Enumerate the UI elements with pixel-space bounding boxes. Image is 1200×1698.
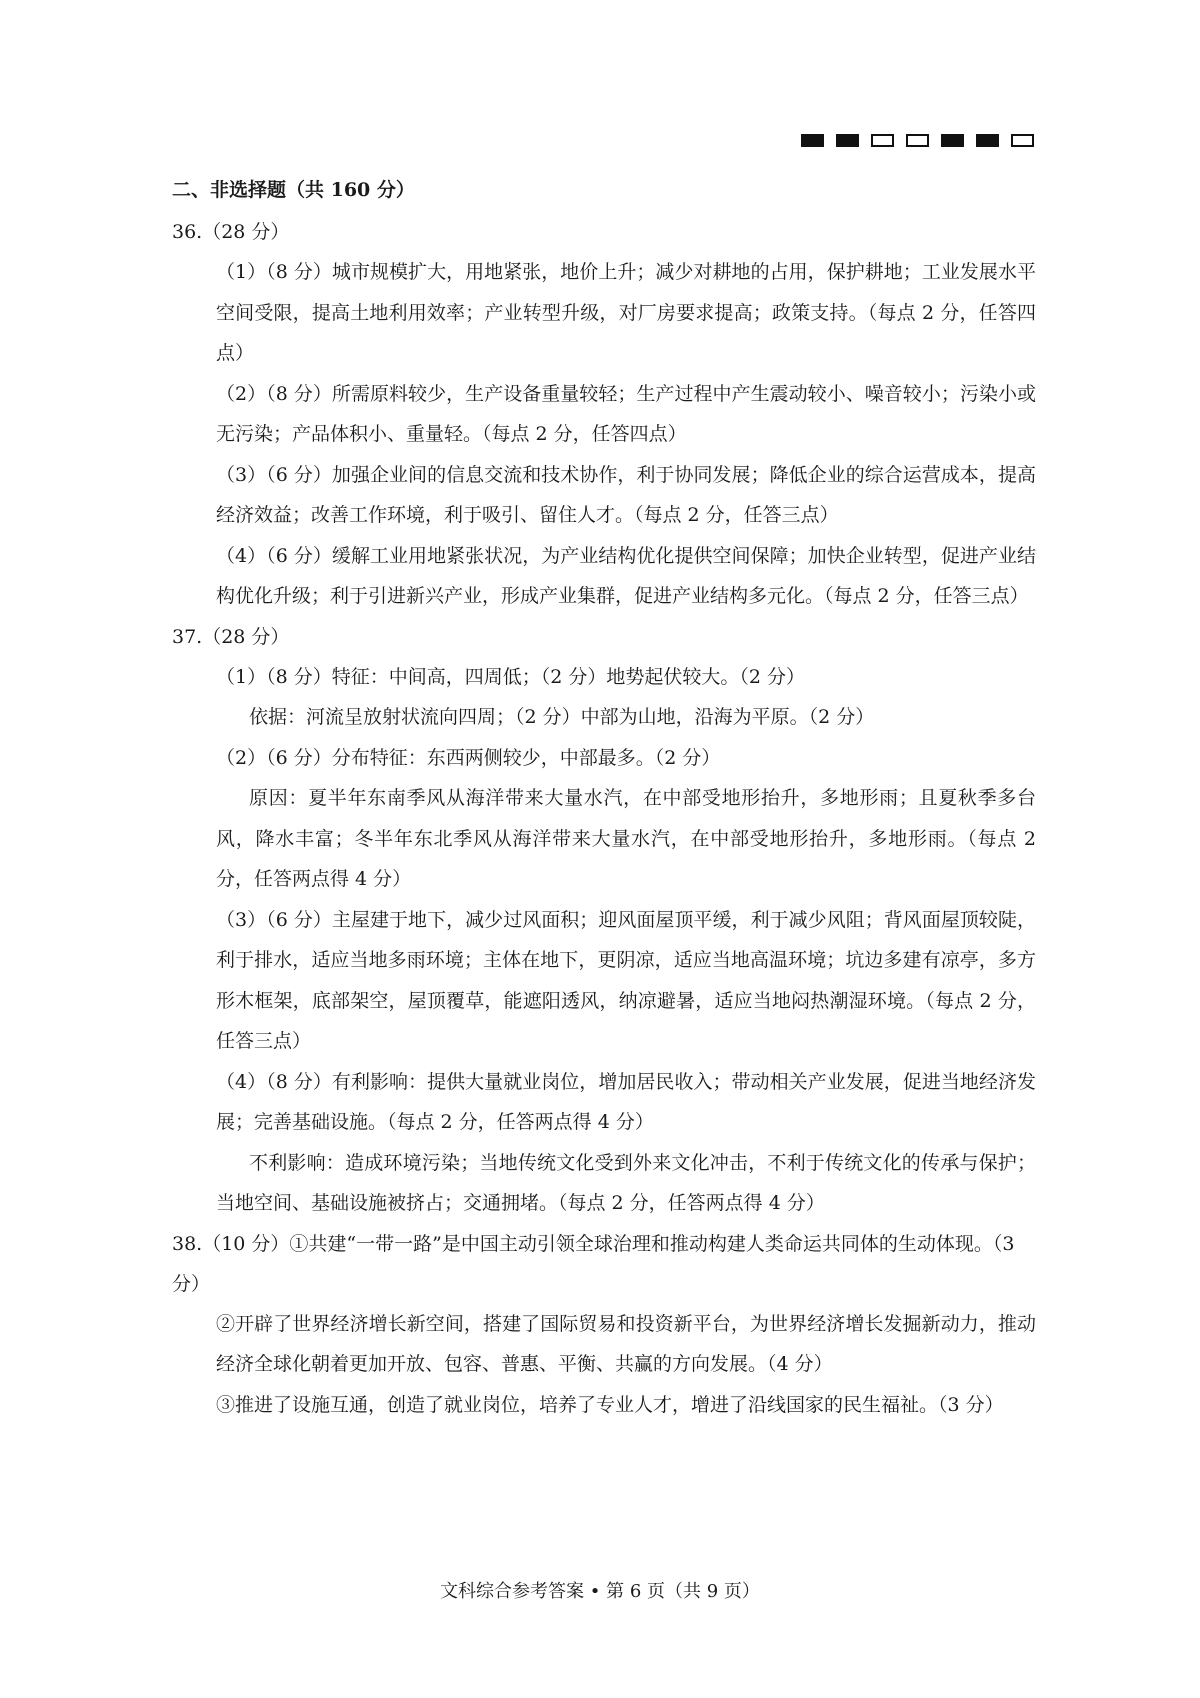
q37-answer-2-reason: 原因：夏半年东南季风从海洋带来大量水汽，在中部受地形抬升，多地形雨；且夏秋季多台风，降水丰富；冬半年东北季风从海洋带来大量水汽，在中部受地形抬升，多地形雨。（每点 2 分，任答两点得 4 分） — [216, 787, 1036, 890]
q37-answer-2: （2）（6 分）分布特征：东西两侧较少，中部最多。（2 分） — [216, 746, 721, 769]
q37-answer-1-basis: 依据：河流呈放射状流向四周；（2 分）中部为山地，沿海为平原。（2 分） — [249, 706, 875, 728]
q36-answer-2: （2）（8 分）所需原料较少，生产设备重量较轻；生产过程中产生震动较小、噪音较小；污染小或无污染；产品体积小、重量轻。（每点 2 分，任答四点） — [216, 382, 1036, 445]
q38-answer-2: ②开辟了世界经济增长新空间，搭建了国际贸易和投资新平台，为世界经济增长发掘新动力，推动经济全球化朝着更加开放、包容、普惠、平衡、共赢的方向发展。（4 分） — [216, 1312, 1036, 1375]
marker-block — [871, 134, 894, 147]
question-36-heading: 36.（28 分） — [172, 221, 290, 243]
q36-answer-3: （3）（6 分）加强企业间的信息交流和技术协作，利于协同发展；降低企业的综合运营成本，提高经济效益；改善工作环境，利于吸引、留住人才。（每点 2 分，任答三点） — [216, 463, 1036, 526]
q37-answer-1: （1）（8 分）特征：中间高，四周低；（2 分）地势起伏较大。（2 分） — [216, 665, 805, 688]
q36-answer-1: （1）（8 分）城市规模扩大，用地紧张，地价上升；减少对耕地的占用，保护耕地；工业发展水平空间受限，提高土地利用效率；产业转型升级，对厂房要求提高；政策支持。（每点 2 分，任答四点） — [216, 261, 1036, 364]
page-footer: 文科综合参考答案 • 第 6 页（共 9 页） — [440, 1581, 760, 1602]
q38-answer-3: ③推进了设施互通，创造了就业岗位，培养了专业人才，增进了沿线国家的民生福祉。（3 分） — [216, 1393, 1004, 1416]
marker-block — [906, 134, 929, 147]
page-marker-blocks — [801, 134, 1034, 147]
marker-block — [976, 134, 999, 147]
q37-answer-3: （3）（6 分）主屋建于地下，减少过风面积；迎风面屋顶平缓，利于减少风阻；背风面屋顶较陡，利于排水，适应当地多雨环境；主体在地下，更阴凉，适应当地高温环境；坑边多建有凉亭，多方形木框架，底部架空，屋顶覆草，能遮阳透风，纳凉避暑，适应当地闷热潮湿环境。（每点 2 分，任答三点） — [216, 908, 1036, 1052]
marker-block — [941, 134, 964, 147]
q37-answer-4: （4）（8 分）有利影响：提供大量就业岗位，增加居民收入；带动相关产业发展，促进当地经济发展；完善基础设施。（每点 2 分，任答两点得 4 分） — [216, 1070, 1036, 1133]
section-title: 二、非选择题（共 160 分） — [172, 179, 415, 201]
marker-block — [836, 134, 859, 147]
question-37-heading: 37.（28 分） — [172, 625, 290, 648]
marker-block — [1011, 134, 1034, 147]
q37-answer-4-negative: 不利影响：造成环境污染；当地传统文化受到外来文化冲击，不利于传统文化的传承与保护；当地空间、基础设施被挤占；交通拥堵。（每点 2 分，任答两点得 4 分） — [216, 1151, 1036, 1214]
marker-block — [801, 134, 824, 147]
q36-answer-4: （4）（6 分）缓解工业用地紧张状况，为产业结构优化提供空间保障；加快企业转型，促进产业结构优化升级；利于引进新兴产业，形成产业集群，促进产业结构多元化。（每点 2 分，任答三点） — [216, 544, 1036, 607]
question-38-heading: 38.（10 分）①共建“一带一路”是中国主动引领全球治理和推动构建人类命运共同体的生动体现。（3 分） — [172, 1232, 1015, 1295]
answer-content — [172, 170, 1036, 1425]
